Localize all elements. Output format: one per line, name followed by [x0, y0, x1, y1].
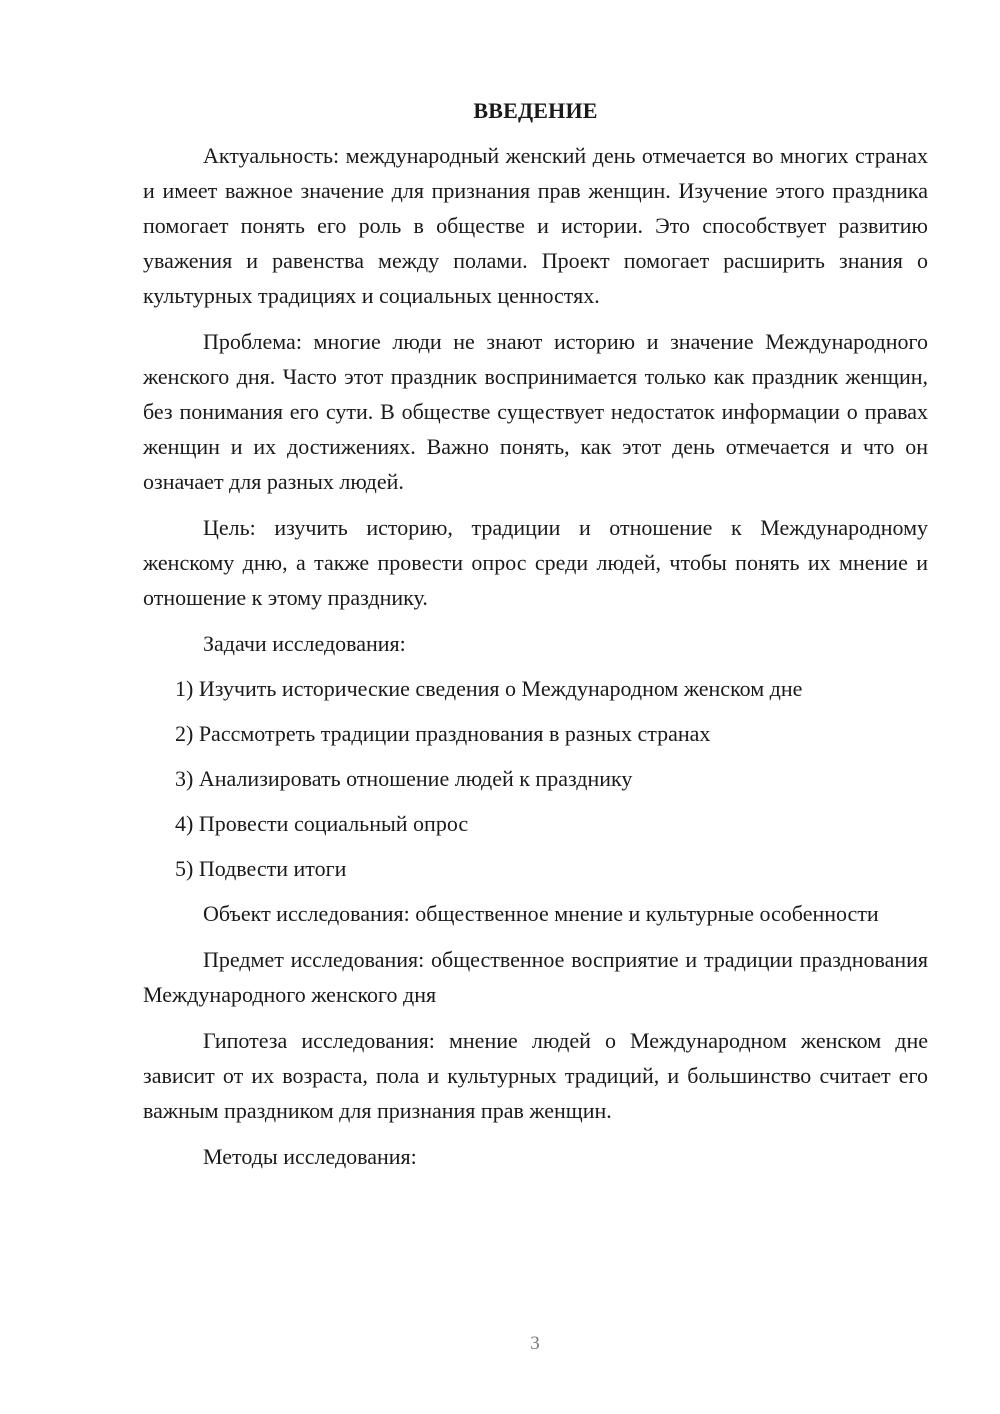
task-item: 2) Рассмотреть традиции празднования в разных странах [175, 721, 711, 746]
methods-heading: Методы исследования: [203, 1144, 417, 1169]
relevance-paragraph: Актуальность: международный женский день отмечается во многих странах и имеет важное значение для признания прав женщин. Изучение этого праздника помогает понять его роль в обществе и истории. Это способствует развитию уважения и равенства между полами. Проект помогает расширить знания о культурных традициях и социальных ценностях. [143, 143, 928, 308]
task-item: 4) Провести социальный опрос [175, 811, 469, 836]
problem-paragraph: Проблема: многие люди не знают историю и значение Международного женского дня. Часто этот праздник воспринимается только как праздник женщин, без понимания его сути. В обществе существует недостаток информации о правах женщин и их достижениях. Важно понять, как этот день отмечается и что он означает для разных людей. [143, 329, 928, 494]
tasks-heading: Задачи исследования: [203, 631, 406, 656]
task-item: 5) Подвести итоги [175, 856, 347, 881]
task-item: 1) Изучить исторические сведения о Международном женском дне [175, 676, 803, 701]
hypothesis-paragraph: Гипотеза исследования: мнение людей о Международном женском дне зависит от их возраста, пола и культурных традиций, и большинство считает его важным праздником для признания прав женщин. [143, 1028, 928, 1123]
subject-paragraph: Предмет исследования: общественное восприятие и традиции празднования Международного женского дня [143, 947, 928, 1007]
section-title: ВВЕДЕНИЕ [473, 98, 598, 123]
page-content [143, 96, 928, 1185]
object-paragraph: Объект исследования: общественное мнение и культурные особенности [203, 901, 879, 926]
task-list [143, 671, 928, 886]
task-item: 3) Анализировать отношение людей к празднику [175, 766, 633, 791]
page-number: 3 [530, 1333, 540, 1354]
goal-paragraph: Цель: изучить историю, традиции и отношение к Международному женскому дню, а также провести опрос среди людей, чтобы понять их мнение и отношение к этому празднику. [143, 515, 928, 610]
